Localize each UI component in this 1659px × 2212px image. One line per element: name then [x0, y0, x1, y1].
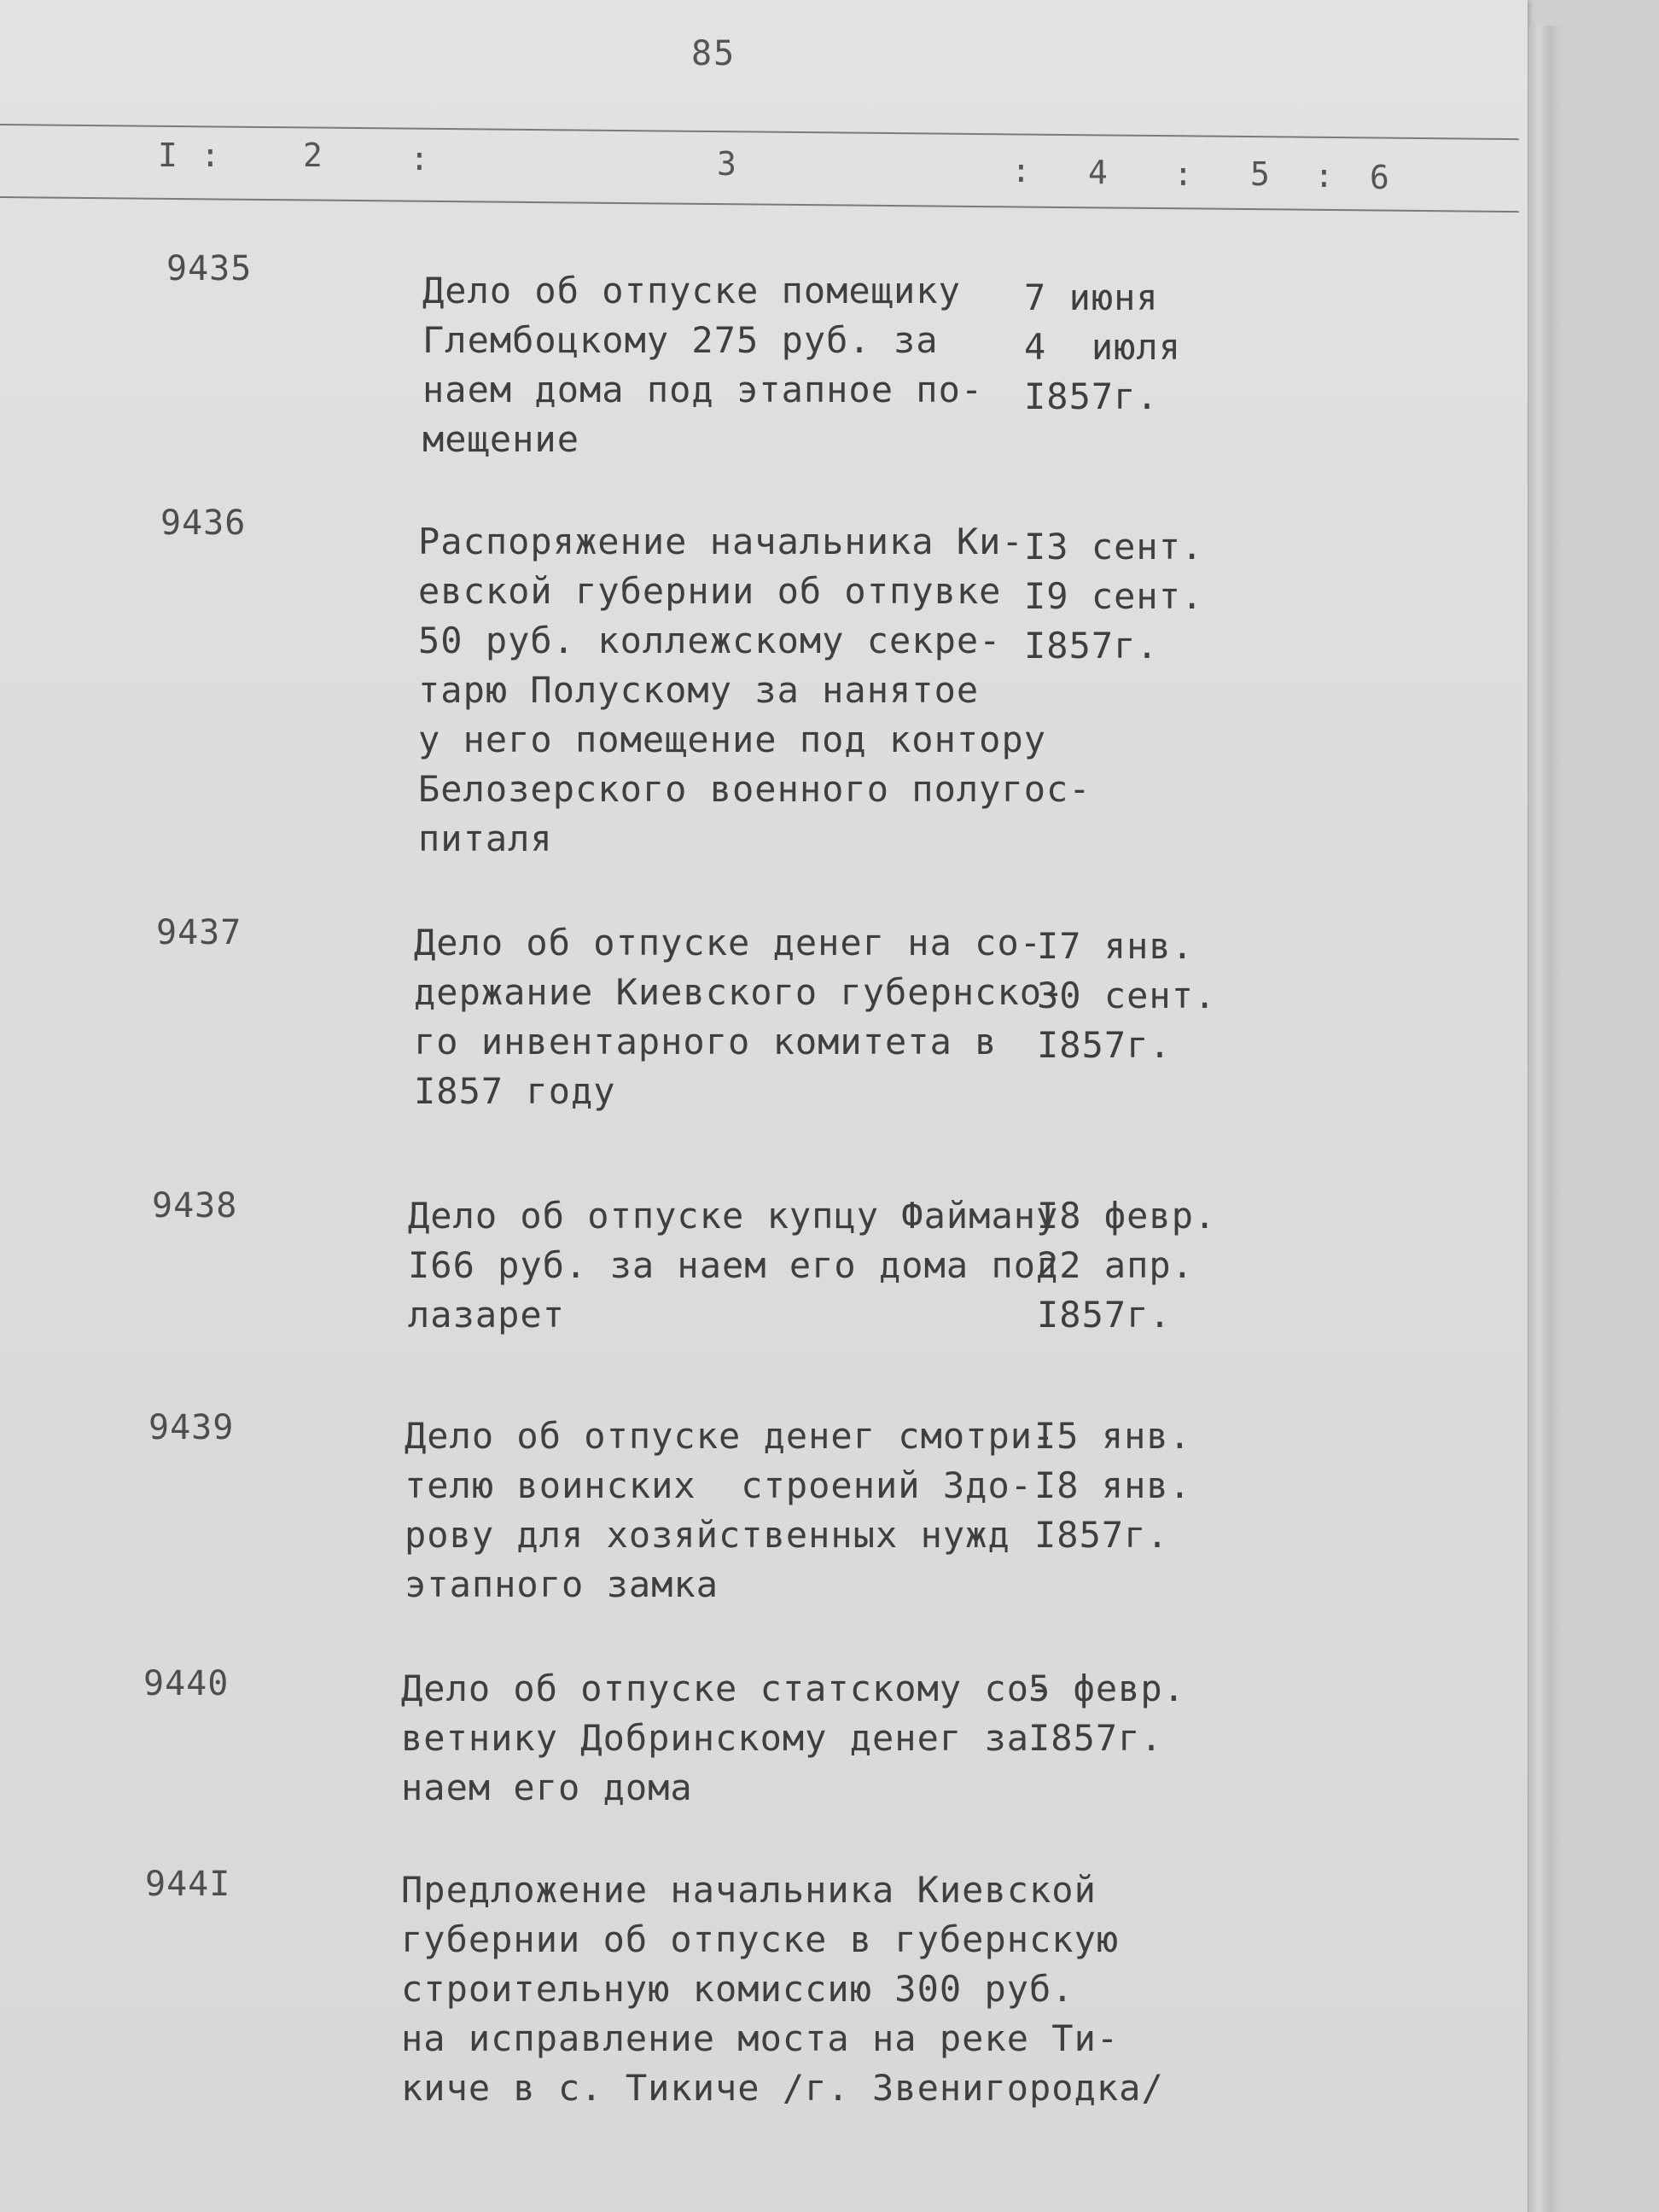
- entry-line: Дело об отпуске денег на со-: [414, 922, 1043, 963]
- col-header-sep: :: [1173, 155, 1193, 193]
- entry-line: Дело об отпуске денег смотри-: [405, 1415, 1056, 1457]
- entry-line: строительную комиссию 300 руб.: [401, 1968, 1074, 2010]
- entry-line: ветнику Добринскому денег за: [401, 1717, 1030, 1759]
- entry-number: 9436: [160, 504, 247, 543]
- col-header-sep: :: [1314, 157, 1334, 195]
- col-header-3: 3: [717, 145, 736, 183]
- entry-description: [414, 918, 1064, 1116]
- col-header-4: 4: [1088, 154, 1108, 191]
- date-year: I857г.: [1034, 1514, 1169, 1556]
- entry-line: го инвентарного комитета в: [414, 1021, 998, 1062]
- entry-dates: [1024, 273, 1181, 422]
- entry-line: лазарет: [408, 1294, 566, 1336]
- date-year: I857г.: [1024, 625, 1159, 667]
- date-end: I8 янв.: [1034, 1464, 1192, 1506]
- entry-description: [405, 1412, 1055, 1610]
- entry-line: телю воинских строений Здо-: [405, 1464, 1033, 1506]
- date-end: 30 сент.: [1037, 975, 1217, 1016]
- date-start: I5 янв.: [1034, 1415, 1192, 1457]
- entry-dates: [1028, 1664, 1185, 1763]
- entry-number: 944I: [145, 1865, 231, 1904]
- entry-line: киче в с. Тикиче /г. Звенигородка/: [401, 2067, 1164, 2109]
- entry-number: 9440: [143, 1664, 230, 1703]
- entry-line: наем его дома: [401, 1767, 693, 1808]
- date-year: I857г.: [1037, 1024, 1172, 1066]
- col-header-1: I: [158, 137, 178, 174]
- date-start: 7 июня: [1024, 276, 1159, 318]
- entry-line: у него помещение под контору: [418, 719, 1047, 760]
- entry-description: [401, 1664, 1051, 1813]
- entry-line: наем дома под этапное по-: [422, 369, 984, 410]
- entry-description: [408, 1191, 1058, 1340]
- entry-line: тарю Полускому за нанятое: [418, 669, 980, 711]
- col-header-6: 6: [1370, 159, 1389, 196]
- entry-dates: [1037, 922, 1216, 1070]
- date-start: 5 февр.: [1028, 1668, 1186, 1709]
- header-rule-bottom: [0, 196, 1519, 212]
- entry-line: Дело об отпуске купцу Файману: [408, 1195, 1059, 1237]
- date-end: 22 апр.: [1037, 1244, 1195, 1286]
- entry-number: 9435: [166, 249, 253, 288]
- col-header-sep: :: [1011, 152, 1031, 189]
- date-end: I9 сент.: [1024, 575, 1204, 617]
- entry-description: [418, 517, 1091, 864]
- date-year: I857г.: [1024, 375, 1159, 417]
- date-year: I857г.: [1037, 1294, 1172, 1336]
- entry-line: держание Киевского губернско-: [414, 971, 1065, 1013]
- entry-line: на исправление моста на реке Ти-: [401, 2017, 1120, 2059]
- col-header-2: 2: [303, 137, 323, 174]
- entry-line: Дело об отпуске статскому со-: [401, 1668, 1052, 1709]
- entry-line: Распоряжение начальника Ки-: [418, 521, 1024, 562]
- date-year: I857г.: [1028, 1717, 1163, 1759]
- entry-dates: [1024, 522, 1203, 671]
- entry-line: I857 году: [414, 1070, 616, 1112]
- entry-line: Дело об отпуске помещику: [422, 270, 961, 311]
- entry-line: Белозерского военного полугос-: [418, 768, 1091, 810]
- entry-number: 9439: [148, 1408, 235, 1447]
- page-stack-edge: [1528, 26, 1563, 2212]
- entry-line: Предложение начальника Киевской: [401, 1869, 1097, 1911]
- entry-line: губернии об отпуске в губернскую: [401, 1918, 1120, 1960]
- entry-dates: [1034, 1412, 1191, 1560]
- entry-line: мещение: [422, 418, 580, 460]
- column-headers: [0, 137, 1519, 196]
- entry-dates: [1037, 1191, 1216, 1340]
- entry-line: питаля: [418, 818, 553, 859]
- page-number: 85: [691, 34, 736, 73]
- col-header-sep: :: [410, 140, 429, 178]
- entry-number: 9437: [156, 913, 242, 952]
- entry-line: рову для хозяйственных нужд: [405, 1514, 1010, 1556]
- entry-line: 50 руб. коллежскому секре-: [418, 620, 1002, 661]
- entry-line: евской губернии об отпувке: [418, 570, 1002, 612]
- date-start: I7 янв.: [1037, 925, 1195, 967]
- date-end: 4 июля: [1024, 326, 1182, 368]
- entry-number: 9438: [152, 1186, 238, 1225]
- entry-description: [401, 1866, 1164, 2113]
- entry-description: [422, 266, 983, 464]
- entry-line: этапного замка: [405, 1563, 719, 1605]
- date-start: I3 сент.: [1024, 526, 1204, 568]
- entry-line: Глембоцкому 275 руб. за: [422, 319, 939, 361]
- date-start: I8 февр.: [1037, 1195, 1217, 1237]
- entry-line: I66 руб. за наем его дома под: [408, 1244, 1059, 1286]
- col-header-5: 5: [1250, 155, 1270, 193]
- col-header-sep: :: [201, 137, 220, 174]
